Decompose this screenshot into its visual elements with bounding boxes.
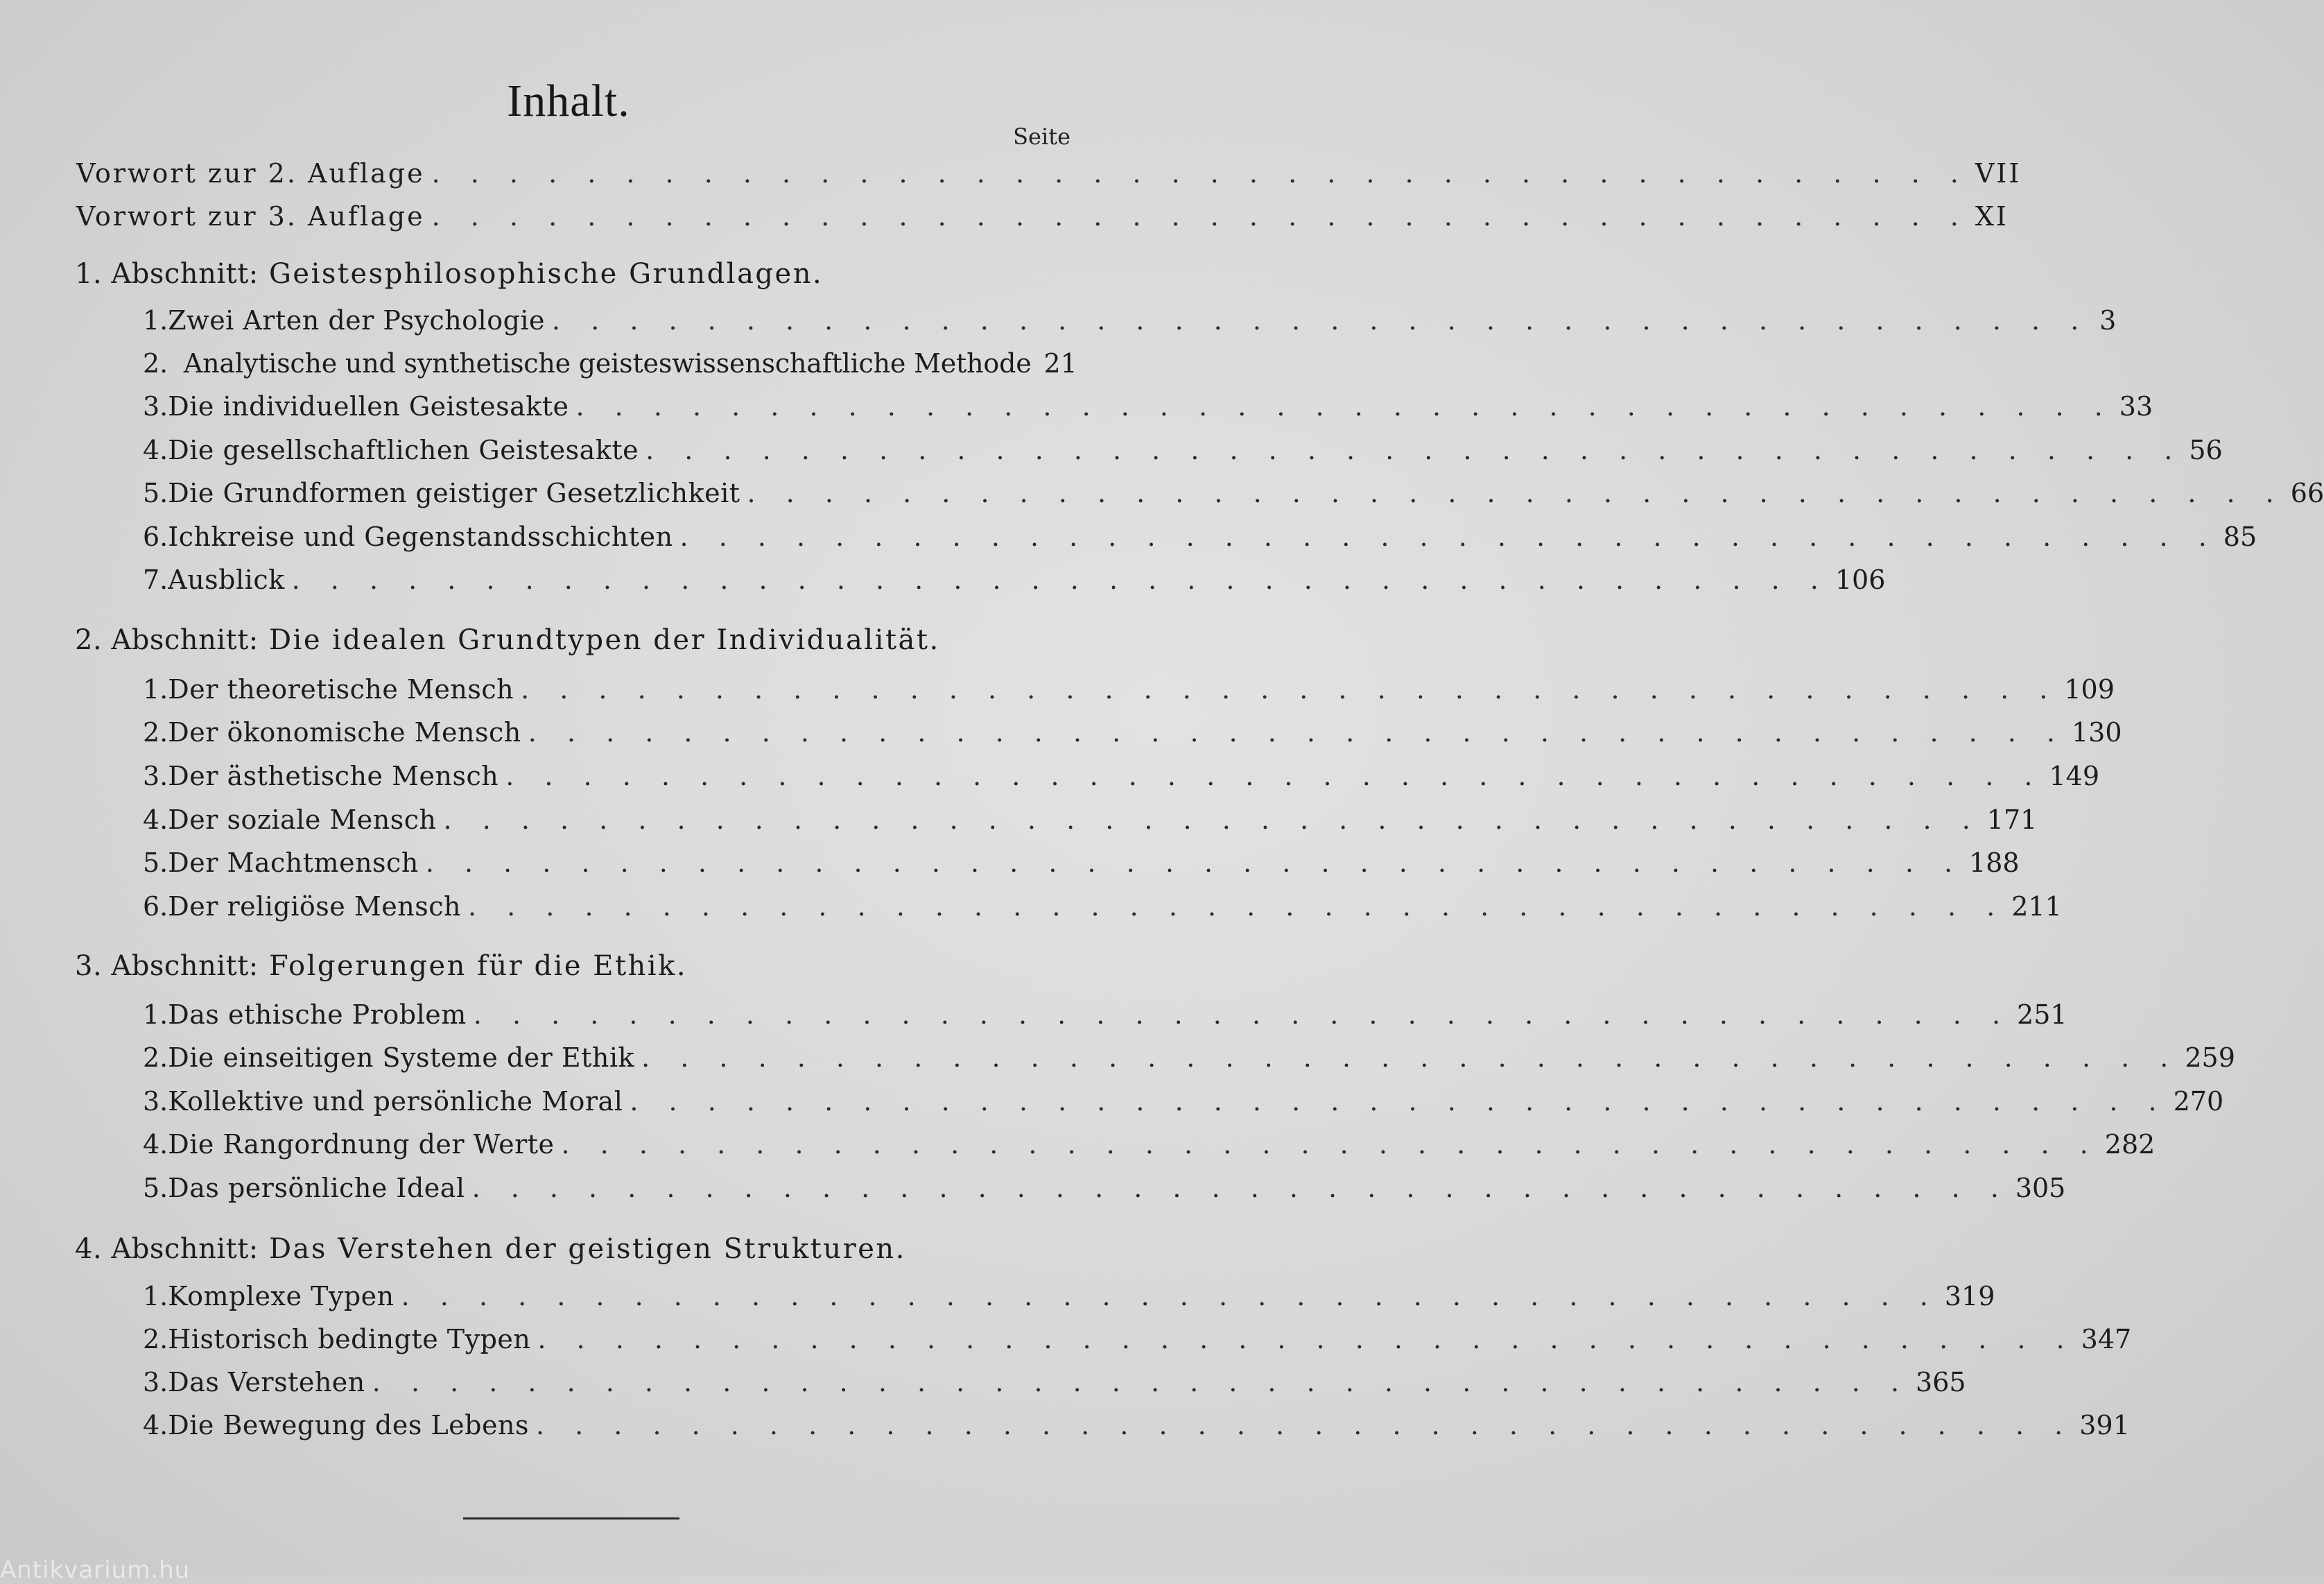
toc-entry-number: 1. — [143, 999, 168, 1030]
toc-entry-label: Die einseitigen Systeme der Ethik — [168, 1042, 635, 1073]
toc-preface-row — [76, 158, 2022, 193]
dot-leader: . . . . . . . . . . . . . . . . . . . . . . . . . . . . . . . . . . . . . . . . — [552, 305, 2090, 336]
section-number: 2. Abschnitt: — [75, 624, 259, 656]
toc-page-number: VII — [1975, 158, 2022, 189]
toc-entry — [143, 847, 2020, 882]
toc-preface-row — [76, 201, 2009, 236]
section-heading — [75, 624, 940, 656]
section-heading — [75, 1233, 906, 1265]
toc-entry — [143, 717, 2122, 752]
section-number: 3. Abschnitt: — [75, 950, 259, 982]
dot-leader: . . . . . . . . . . . . . . . . . . . . . . . . . . . . . . . . . . . . . . . . — [630, 1086, 2168, 1117]
toc-entry-number: 3. — [143, 1367, 168, 1397]
toc-entry-label: Vorwort zur 2. Auflage — [76, 158, 425, 189]
dot-leader: . . . . . . . . . . . . . . . . . . . . . . . . . . . . . . . . . . . . . . . . — [679, 522, 2218, 552]
toc-page-number: 391 — [2079, 1410, 2130, 1440]
dot-leader: . . . . . . . . . . . . . . . . . . . . . . . . . . . . . . . . . . . . . . . . — [291, 565, 1830, 595]
toc-entry-label: Die Grundformen geistiger Gesetzlichkeit — [168, 478, 740, 508]
toc-page-number: 251 — [2017, 999, 2067, 1030]
dot-leader: . . . . . . . . . . . . . . . . . . . . . . . . . . . . . . . . . . . . . . . . — [561, 1129, 2099, 1160]
dot-leader: . . . . . . . . . . . . . . . . . . . . . . . . . . . . . . . . . . . . . . . . — [505, 761, 2044, 791]
toc-entry — [143, 1086, 2224, 1121]
dot-leader: . . . . . . . . . . . . . . . . . . . . . . . . . . . . . . . . . . . . . . . . — [471, 1173, 2010, 1203]
toc-entry-number: 4. — [143, 804, 168, 835]
toc-entry — [143, 1367, 1966, 1402]
toc-entry-label: Die individuellen Geistesakte — [168, 391, 569, 422]
toc-entry-number: 3. — [143, 1086, 168, 1117]
toc-page-number: 106 — [1835, 565, 1886, 595]
toc-entry-number: 1. — [143, 305, 168, 336]
section-number: 4. Abschnitt: — [75, 1233, 259, 1265]
toc-entry — [143, 1281, 1995, 1316]
toc-page-number: 319 — [1944, 1281, 1995, 1311]
toc-entry — [143, 1173, 2066, 1207]
toc-entry-label: Der Machtmensch — [168, 847, 419, 878]
toc-entry-label: Das ethische Problem — [168, 999, 467, 1030]
dot-leader: . . . . . . . . . . . . . . . . . . . . . . . . . . . . . . . . . . . . . . . . — [425, 847, 1964, 878]
toc-entry — [143, 391, 2153, 426]
toc-page-number: 259 — [2185, 1042, 2235, 1073]
toc-entry — [143, 435, 2223, 470]
toc-entry — [143, 999, 2067, 1034]
dot-leader: . . . . . . . . . . . . . . . . . . . . . . . . . . . . . . . . . . . . . . . . — [443, 804, 1982, 835]
toc-entry — [143, 891, 2062, 926]
toc-entry-label: Der ökonomische Mensch — [168, 717, 521, 748]
section-title: Folgerungen für die Ethik. — [268, 950, 688, 982]
toc-entry-number: 5. — [143, 1173, 168, 1203]
toc-page-number: 171 — [1986, 804, 2038, 835]
toc-entry-number: 6. — [143, 891, 168, 922]
toc-entry-label: Der soziale Mensch — [168, 804, 437, 835]
dot-leader: . . . . . . . . . . . . . . . . . . . . . . . . . . . . . . . . . . . . . . . . — [535, 1410, 2074, 1440]
toc-entry — [143, 1410, 2130, 1445]
toc-page-number: 130 — [2072, 717, 2122, 748]
toc-entry-label: Die gesellschaftlichen Geistesakte — [168, 435, 639, 465]
toc-entry-number: 2. — [143, 1042, 168, 1073]
dot-leader: . . . . . . . . . . . . . . . . . . . . . . . . . . . . . . . . . . . . . . . . — [372, 1367, 1911, 1397]
toc-page-number: 305 — [2015, 1173, 2066, 1203]
toc-entry — [143, 305, 2117, 340]
toc-entry — [143, 348, 1075, 383]
toc-entry — [143, 478, 2324, 513]
toc-entry-number: 7. — [143, 565, 168, 595]
toc-entry — [143, 522, 2257, 556]
toc-page-number: 282 — [2104, 1129, 2156, 1160]
section-number: 1. Abschnitt: — [75, 258, 259, 290]
closing-rule — [463, 1517, 679, 1520]
toc-entry — [143, 761, 2100, 795]
toc-entry — [143, 1042, 2235, 1077]
dot-leader: . . . . . . . . . . . . . . . . . . . . . . . . . . . . . . . . . . . . . . . . — [537, 1324, 2076, 1354]
toc-entry-number: 4. — [143, 1410, 168, 1440]
watermark: Antikvarium.hu — [0, 1556, 191, 1584]
toc-page-number: 365 — [1916, 1367, 1966, 1397]
page-title: Inhalt. — [507, 76, 630, 126]
toc-entry-number: 5. — [143, 847, 168, 878]
dot-leader: . . . . . . . . . . . . . . . . . . . . . . . . . . . . . . . . . . . . . . . . — [575, 391, 2114, 422]
toc-entry-number: 2. — [143, 717, 168, 748]
dot-leader: . . . . . . . . . . . . . . . . . . . . . . . . . . . . . . . . . . . . . . . . — [467, 891, 2006, 922]
toc-page-number: 109 — [2064, 674, 2115, 705]
toc-page-number: 211 — [2011, 891, 2062, 922]
toc-page-number: 56 — [2189, 435, 2223, 465]
toc-entry-number: 2. — [143, 1324, 168, 1354]
toc-page-number: 347 — [2081, 1324, 2132, 1354]
page-column-header: Seite — [1013, 123, 1070, 150]
toc-entry-number: 2. — [143, 348, 168, 379]
section-title: Geistesphilosophische Grundlagen. — [268, 258, 824, 290]
toc-entry-label: Der ästhetische Mensch — [168, 761, 499, 791]
toc-entry-label: Die Rangordnung der Werte — [168, 1129, 555, 1160]
toc-page-number: 270 — [2173, 1086, 2224, 1117]
toc-entry-label: Zwei Arten der Psychologie — [168, 305, 546, 336]
toc-entry-label: Der religiöse Mensch — [168, 891, 461, 922]
dot-leader: . . . . . . . . . . . . . . . . . . . . . . . . . . . . . . . . . . . . . . . . — [401, 1281, 1939, 1311]
toc-page-number: 188 — [1969, 847, 2020, 878]
toc-entry-number: 4. — [143, 435, 168, 465]
toc-entry-label: Komplexe Typen — [168, 1281, 394, 1311]
toc-entry-number: 1. — [143, 674, 168, 705]
dot-leader: . . . . . . . . . . . . . . . . . . . . . . . . . . . . . . . . . . . . . . . . — [645, 435, 2184, 465]
toc-entry-label: Der theoretische Mensch — [168, 674, 514, 705]
toc-entry — [143, 565, 1886, 599]
toc-entry — [143, 804, 2038, 839]
toc-page-number: 33 — [2119, 391, 2153, 422]
toc-entry-label: Ausblick — [168, 565, 285, 595]
dot-leader: . . . . . . . . . . . . . . . . . . . . . . . . . . . . . . . . . . . . . . . . — [473, 999, 2012, 1030]
toc-entry-number: 1. — [143, 1281, 168, 1311]
toc-page-number: 3 — [2099, 305, 2117, 336]
section-title: Das Verstehen der geistigen Strukturen. — [268, 1233, 906, 1265]
toc-entry-label: Historisch bedingte Typen — [168, 1324, 531, 1354]
section-heading — [75, 950, 687, 982]
section-heading — [75, 258, 823, 290]
toc-page-number: 21 — [1043, 348, 1077, 379]
toc-entry-label: Analytische und synthetische geisteswissenschaftliche Methode — [183, 348, 1032, 379]
toc-entry-number: 4. — [143, 1129, 168, 1160]
toc-entry-label: Vorwort zur 3. Auflage — [76, 201, 425, 232]
toc-entry — [143, 1129, 2156, 1164]
toc-entry-number: 3. — [143, 391, 168, 422]
toc-entry-label: Das persönliche Ideal — [168, 1173, 465, 1203]
toc-entry — [143, 1324, 2132, 1359]
toc-entry-number: 6. — [143, 522, 168, 552]
section-title: Die idealen Grundtypen der Individualität. — [268, 624, 940, 656]
toc-entry-number: 3. — [143, 761, 168, 791]
toc-page-number: 149 — [2049, 761, 2100, 791]
toc-page-number: 85 — [2223, 522, 2257, 552]
toc-page-number: XI — [1975, 201, 2009, 232]
toc-entry-label: Das Verstehen — [168, 1367, 365, 1397]
toc-page-number: 66 — [2290, 478, 2324, 508]
toc-entry — [143, 674, 2115, 709]
dot-leader: . . . . . . . . . . . . . . . . . . . . . . . . . . . . . . . . . . . . . . . . — [521, 674, 2059, 705]
toc-entry-number: 5. — [143, 478, 168, 508]
toc-entry-label: Die Bewegung des Lebens — [168, 1410, 529, 1440]
toc-entry-label: Ichkreise und Gegenstandsschichten — [168, 522, 673, 552]
dot-leader: . . . . . . . . . . . . . . . . . . . . . . . . . . . . . . . . . . . . . . . . — [431, 201, 1970, 232]
dot-leader: . . . . . . . . . . . . . . . . . . . . . . . . . . . . . . . . . . . . . . . . — [747, 478, 2285, 508]
dot-leader: . . . . . . . . . . . . . . . . . . . . . . . . . . . . . . . . . . . . . . . . — [431, 158, 1970, 189]
dot-leader: . . . . . . . . . . . . . . . . . . . . . . . . . . . . . . . . . . . . . . . . — [641, 1042, 2180, 1073]
toc-entry-label: Kollektive und persönliche Moral — [168, 1086, 623, 1117]
dot-leader: . . . . . . . . . . . . . . . . . . . . . . . . . . . . . . . . . . . . . . . . — [528, 717, 2066, 748]
